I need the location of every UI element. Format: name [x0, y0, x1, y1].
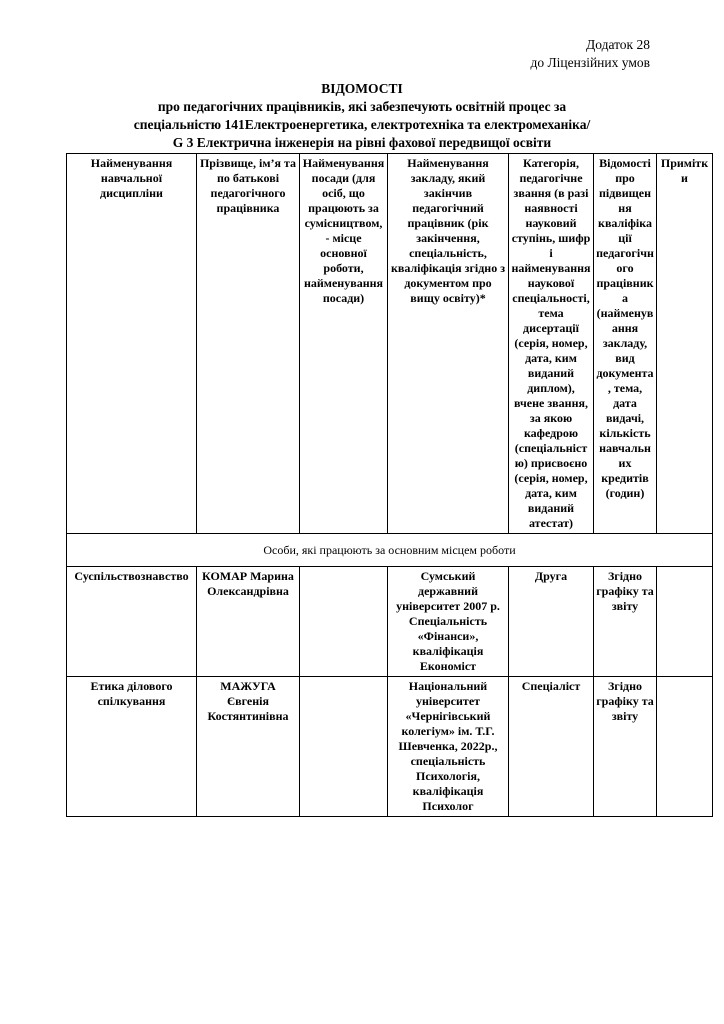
annex-line-1: Додаток 28 [586, 37, 650, 52]
document-title [0, 80, 724, 151]
cell-notes [657, 677, 713, 817]
section-row [67, 534, 713, 567]
header-cell-position: Найменування посади (для осіб, що працюють за сумісництвом, - місце основної роботи, найменування посади) [300, 154, 388, 534]
table-row [67, 677, 713, 817]
table-header-row [67, 154, 713, 534]
header-cell-qualification-info: Відомості про підвищення кваліфікації педагогічного працівника (найменування закладу, вид документа, тема, дата видачі, кількість навчальних кредитів (годин) [594, 154, 657, 534]
header-cell-name: Прізвище, ім’я та по батькові педагогічного працівника [197, 154, 300, 534]
header-cell-discipline: Найменування навчальної дисципліни [67, 154, 197, 534]
title-line-2: про педагогічних працівників, які забезпечують освітній процес за [157, 98, 567, 114]
cell-category: Друга [509, 567, 594, 677]
cell-institution: Національний університет «Чернігівський колегіум» ім. Т.Г. Шевченка, 2022р., спеціальність Психологія, кваліфікація Психолог [388, 677, 509, 817]
annex-reference [0, 0, 724, 71]
cell-qualification-info: Згідно графіку та звіту [594, 677, 657, 817]
staff-table [66, 153, 713, 817]
annex-line-2: до Ліцензійних умов [530, 54, 650, 70]
title-line-3: спеціальністю 141Електроенергетика, електротехніка та електромеханіка/ [133, 116, 591, 132]
table-row [67, 567, 713, 677]
cell-category: Спеціаліст [509, 677, 594, 817]
cell-discipline: Суспільствознавство [67, 567, 197, 677]
cell-notes [657, 567, 713, 677]
cell-position [300, 567, 388, 677]
cell-institution: Сумський державний університет 2007 р. Спеціальність «Фінанси», кваліфікація Економіст [388, 567, 509, 677]
cell-qualification-info: Згідно графіку та звіту [594, 567, 657, 677]
title-line-4: G 3 Електрична інженерія на рівні фахової передвищої освіти [172, 134, 552, 150]
header-cell-institution: Найменування закладу, який закінчив педагогічний працівник (рік закінчення, спеціальність, кваліфікація згідно з документом про вищу освіту)* [388, 154, 509, 534]
cell-name: МАЖУГА Євгенія Костянтинівна [197, 677, 300, 817]
title-line-1: ВІДОМОСТІ [321, 81, 403, 97]
header-cell-notes: Примітки [657, 154, 713, 534]
section-label: Особи, які працюють за основним місцем роботи [67, 534, 713, 567]
header-cell-category: Категорія, педагогічне звання (в разі наявності науковий ступінь, шифр і найменування наукової спеціальності, тема дисертації (серія, номер, дата, ким виданий диплом), вчене звання, за якою кафедрою (спеціальністю) присвоєно (серія, номер, дата, ким виданий атестат) [509, 154, 594, 534]
cell-discipline: Етика ділового спілкування [67, 677, 197, 817]
cell-position [300, 677, 388, 817]
cell-name: КОМАР Марина Олександрівна [197, 567, 300, 677]
